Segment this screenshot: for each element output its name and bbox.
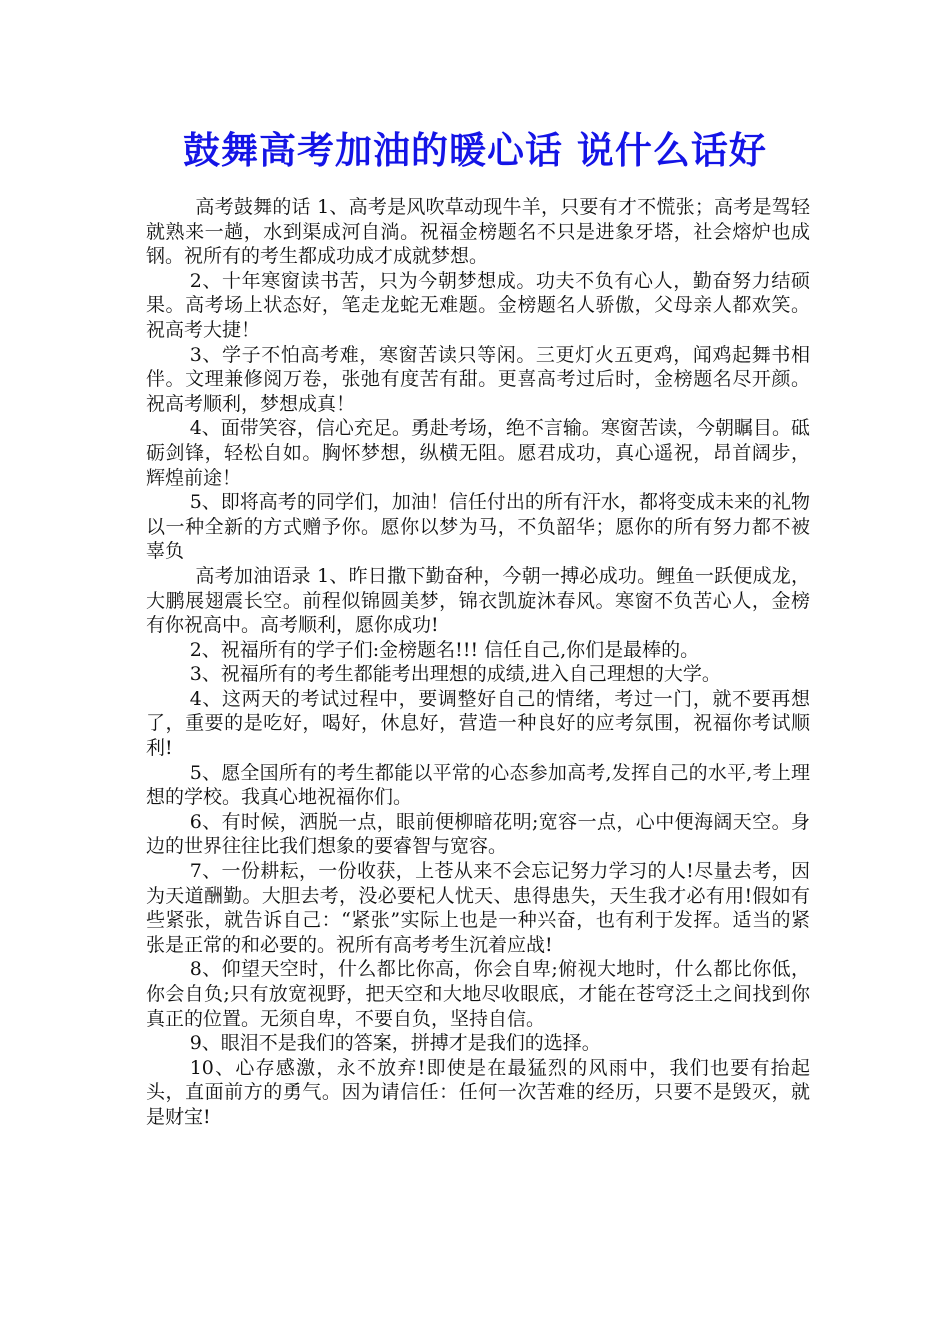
paragraph: 2、祝福所有的学子们:金榜题名!!! 信任自己,你们是最棒的。 (189, 638, 700, 661)
document-title: 鼓舞高考加油的暖心话 说什么话好 (183, 128, 767, 172)
paragraph: 10、心存感激，永不放弃!即使是在最猛烈的风雨中，我们也要有抬起头，直面前方的勇气。因为请信任：任何一次苦难的经历，只要不是毁灭，就是财宝! (146, 1056, 810, 1128)
paragraph: 9、眼泪不是我们的答案，拼搏才是我们的选择。 (189, 1032, 601, 1055)
paragraph: 8、仰望天空时，什么都比你高，你会自卑;俯视大地时，什么都比你低，你会自负;只有放宽视野，把天空和大地尽收眼底，才能在苍穹泛土之间找到你真正的位置。无须自卑，不要自负，坚持自信。 (146, 958, 810, 1030)
paragraph: 7、一份耕耘，一份收获，上苍从来不会忘记努力学习的人!尽量去考，因为天道酬勤。大胆去考，没必要杞人忧天、患得患失，天生我才必有用!假如有些紧张，就告诉自己：“紧张”实际上也是一种兴奋，也有利于发挥。适当的紧张是正常的和必要的。祝所有高考考生沉着应战! (146, 860, 810, 956)
paragraph: 高考鼓舞的话 1、高考是风吹草动现牛羊，只要有才不慌张；高考是驾轻就熟来一趟，水到渠成河自淌。祝福金榜题名不只是进象牙塔，社会熔炉也成钢。祝所有的考生都成功成才成就梦想。 (146, 196, 810, 268)
paragraph: 5、即将高考的同学们，加油！信任付出的所有汗水，都将变成未来的礼物以一种全新的方式赠予你。愿你以梦为马，不负韶华；愿你的所有努力都不被辜负 (146, 491, 810, 563)
paragraph: 3、祝福所有的考生都能考出理想的成绩,进入自己理想的大学。 (189, 663, 721, 686)
paragraph: 5、愿全国所有的考生都能以平常的心态参加高考,发挥自己的水平,考上理想的学校。我真心地祝福你们。 (146, 761, 810, 809)
paragraph: 2、十年寒窗读书苦，只为今朝梦想成。功夫不负有心人，勤奋努力结硕果。高考场上状态好，笔走龙蛇无难题。金榜题名人骄傲，父母亲人都欢笑。祝高考大捷！ (146, 269, 810, 341)
paragraph: 4、面带笑容，信心充足。勇赴考场，绝不言输。寒窗苦读，今朝瞩目。砥砺剑锋，轻松自如。胸怀梦想，纵横无阻。愿君成功，真心遥祝，昂首阔步，辉煌前途！ (146, 417, 810, 489)
paragraph: 3、学子不怕高考难，寒窗苦读只等闲。三更灯火五更鸡，闻鸡起舞书相伴。文理兼修阅万卷，张弛有度苦有甜。更喜高考过后时，金榜题名尽开颜。祝高考顺利，梦想成真！ (146, 343, 810, 415)
paragraph: 6、有时候，洒脱一点，眼前便柳暗花明;宽容一点，心中便海阔天空。身边的世界往往比我们想象的要睿智与宽容。 (146, 810, 810, 858)
document-body (146, 195, 810, 1130)
paragraph: 高考加油语录 1、昨日撒下勤奋种，今朝一搏必成功。鲤鱼一跃便成龙，大鹏展翅震长空。前程似锦圆美梦，锦衣凯旋沐春风。寒窗不负苦心人，金榜有你祝高中。高考顺利，愿你成功! (146, 564, 810, 637)
paragraph: 4、这两天的考试过程中，要调整好自己的情绪，考过一门，就不要再想了，重要的是吃好，喝好，休息好，营造一种良好的应考氛围，祝福你考试顺利! (146, 687, 810, 760)
